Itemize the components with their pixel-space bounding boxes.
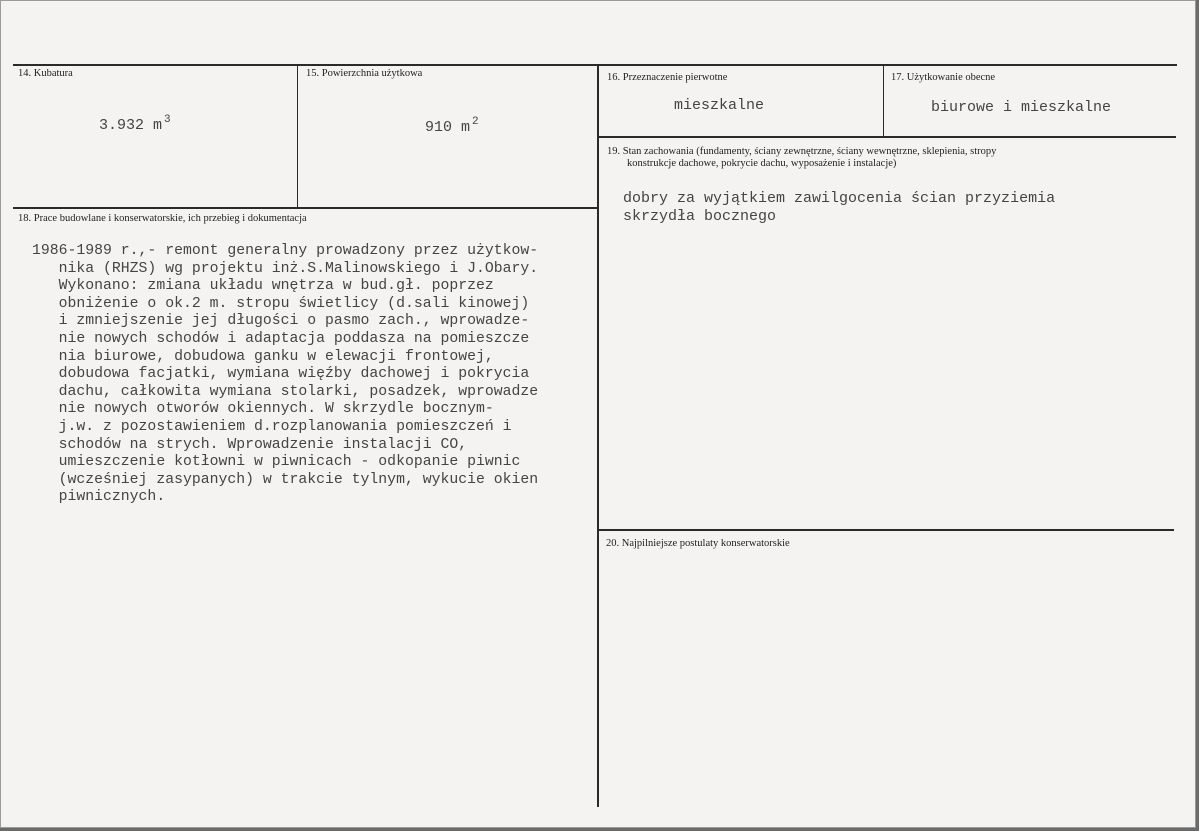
field-18-line: nie nowych schodów i adaptacja poddasza na pomieszcze xyxy=(32,330,530,347)
field-15-value xyxy=(425,116,479,136)
field-18-line: nika (RHZS) wg projektu inż.S.Malinowskiego i J.Obary. xyxy=(32,260,539,277)
field-15-unit-sup: 2 xyxy=(472,116,479,128)
field-18-line: obniżenie o ok.2 m. stropu świetlicy (d.sali kinowej) xyxy=(32,295,530,312)
field-18-line: umieszczenie kotłowni w piwnicach - odkopanie piwnic xyxy=(32,454,521,471)
field-14-number: 3.932 m xyxy=(99,117,163,134)
field-20-label: 20. Najpilniejsze postulaty konserwatorskie xyxy=(606,538,790,549)
field-18-text xyxy=(32,243,538,507)
field-18-line: dobudowa facjatki, wymiana więźby dachowej i pokrycia xyxy=(32,366,530,383)
field-18-line: (wcześniej zasypanych) w trakcie tylnym, wykucie okien xyxy=(32,471,539,488)
field-18-label: 18. Prace budowlane i konserwatorskie, ich przebieg i dokumentacja xyxy=(18,213,307,224)
field-19-line: dobry za wyjątkiem zawilgocenia ścian przyziemia xyxy=(623,190,1056,207)
field-19-label-line1: 19. Stan zachowania (fundamenty, ściany zewnętrzne, ściany wewnętrzne, sklepienia, stropy xyxy=(607,146,997,157)
field-16-value: mieszkalne xyxy=(674,97,765,114)
field-15-number: 910 m xyxy=(425,119,471,136)
field-18-line: nia biurowe, dobudowa ganku w elewacji frontowej, xyxy=(32,348,494,365)
field-17-value: biurowe i mieszkalne xyxy=(931,99,1112,116)
field-18-line: Wykonano: zmiana układu wnętrza w bud.gł. poprzez xyxy=(32,278,494,295)
rule-under-14-15 xyxy=(13,207,597,209)
field-18-line: j.w. z pozostawieniem d.rozplanowania pomieszczeń i xyxy=(32,418,512,435)
field-19-text xyxy=(623,190,1055,225)
field-18-line: piwnicznych. xyxy=(32,489,166,506)
field-14-unit-sup: 3 xyxy=(164,114,171,126)
field-17-label: 17. Użytkowanie obecne xyxy=(891,72,996,83)
field-18-line: 1986-1989 r.,- remont generalny prowadzony przez użytkow- xyxy=(32,243,539,259)
divider-16-17 xyxy=(883,64,884,137)
rule-above-20 xyxy=(599,529,1174,531)
field-15-label: 15. Powierzchnia użytkowa xyxy=(306,68,423,79)
field-18-line: schodów na strych. Wprowadzenie instalacji CO, xyxy=(32,436,468,453)
field-18-line: i zmniejszenie jej długości o pasmo zach., wprowadze- xyxy=(32,313,530,330)
field-19-label-line2: konstrukcje dachowe, pokrycie dachu, wyposażenie i instalacje) xyxy=(627,158,897,169)
field-14-value xyxy=(99,114,171,134)
divider-14-15 xyxy=(297,64,298,208)
field-19-line: skrzydła bocznego xyxy=(623,207,777,225)
field-14-label: 14. Kubatura xyxy=(18,68,73,79)
rule-top xyxy=(13,64,1177,66)
field-18-line: dachu, całkowita wymiana stolarki, posadzek, wprowadze xyxy=(32,383,539,400)
field-18-line: nie nowych otworów okiennych. W skrzydle bocznym- xyxy=(32,401,494,418)
field-16-label: 16. Przeznaczenie pierwotne xyxy=(607,72,728,83)
rule-under-16-17 xyxy=(599,136,1176,138)
divider-main xyxy=(597,64,599,807)
